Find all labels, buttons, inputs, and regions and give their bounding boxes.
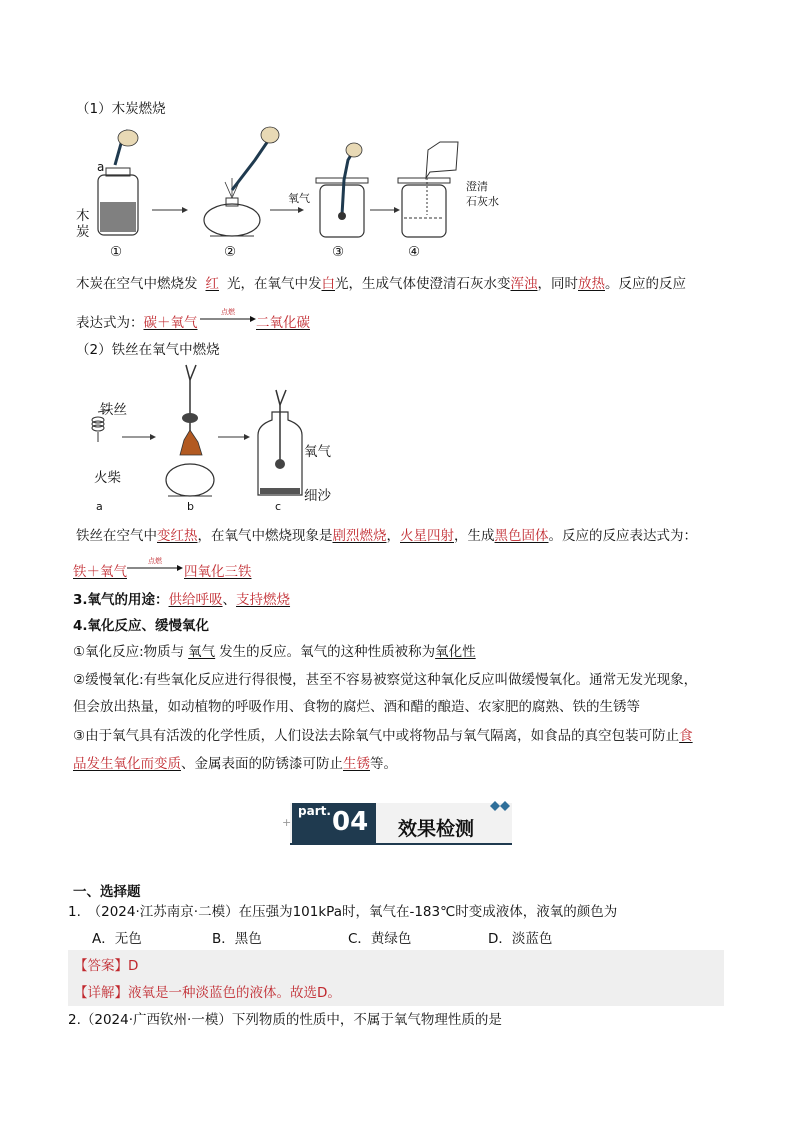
part-number: 04 bbox=[332, 807, 369, 837]
condition-ignite-1: 点燃 bbox=[221, 308, 235, 316]
label-n1: ① bbox=[110, 244, 123, 260]
oxidation-p2-line1: ②缓慢氧化:有些氧化反应进行得很慢，甚至不容易被察觉这种氧化反应叫做缓慢氧化。通常无发光现象， bbox=[73, 672, 698, 688]
label-sand: 细沙 bbox=[304, 488, 331, 504]
condition-ignite-2: 点燃 bbox=[148, 557, 162, 565]
reactants-iron: 铁＋氧气 bbox=[73, 564, 127, 580]
part-title: 效果检测 bbox=[398, 818, 475, 840]
label-n4: ④ bbox=[408, 244, 421, 260]
section1-heading: （1）木炭燃烧 bbox=[76, 101, 166, 117]
answer-oxygen: 氧气 bbox=[188, 644, 216, 660]
use-combustion: 支持燃烧 bbox=[236, 592, 291, 608]
iron-experiment-figure bbox=[80, 360, 340, 510]
label-tan: 炭 bbox=[76, 224, 90, 240]
answer-oxidizing: 氧化性 bbox=[435, 644, 476, 660]
bottle-1 bbox=[98, 130, 138, 235]
label-n2: ② bbox=[224, 244, 237, 260]
lamp-with-tongs bbox=[166, 365, 214, 496]
label-limewater-2: 石灰水 bbox=[466, 195, 499, 208]
bottle-4 bbox=[398, 142, 458, 237]
oxygen-uses: 3.氧气的用途：供给呼吸、支持燃烧 bbox=[73, 592, 291, 608]
part-label: part. bbox=[298, 804, 331, 818]
product-fe3o4: 四氧化三铁 bbox=[184, 564, 252, 580]
plus-mark-icon: + bbox=[282, 816, 292, 829]
label-oxygen: 氧气 bbox=[288, 192, 310, 205]
label-limewater-1: 澄清 bbox=[466, 180, 488, 193]
oxygen-jar bbox=[258, 390, 302, 495]
answer-sparks: 火星四射 bbox=[400, 528, 454, 544]
oxidation-p2-line2: 但会放出热量，如动植物的呼吸作用、食物的腐烂、酒和醋的酿造、农家肥的腐熟、铁的生锈等 bbox=[73, 699, 640, 715]
product-co2: 二氧化碳 bbox=[256, 315, 310, 331]
label-match: 火柴 bbox=[94, 470, 121, 486]
reaction-arrow-1 bbox=[200, 315, 256, 323]
oxidation-p3-line1: ③由于氧气具有活泼的化学性质，人们设法去除氧气中或将物品与氧气隔离，如食品的真空包装可防止食 bbox=[73, 728, 693, 744]
answer-red-light: 红 bbox=[205, 276, 219, 292]
answer-black-solid: 黑色固体 bbox=[494, 528, 549, 544]
answer-burn: 剧烈燃烧 bbox=[332, 528, 387, 544]
label-fig-c: c bbox=[275, 500, 282, 513]
bottle-3 bbox=[316, 143, 368, 237]
answer-white-light: 白 bbox=[321, 276, 335, 292]
q2-text: 2.（2024·广西钦州·一模）下列物质的性质中，不属于氧气物理性质的是 bbox=[68, 1012, 502, 1028]
reaction-arrow-2 bbox=[127, 564, 183, 572]
label-mu: 木 bbox=[76, 208, 90, 224]
label-iron-wire: 铁丝 bbox=[100, 402, 127, 418]
q1-option-a: A．无色 bbox=[92, 931, 142, 947]
section2-heading: （2）铁丝在氧气中燃烧 bbox=[76, 342, 220, 358]
quiz-section-title: 一、选择题 bbox=[73, 884, 141, 900]
reactants-carbon: 碳＋氧气 bbox=[143, 315, 198, 331]
q1-text: 1. （2024·江苏南京·二模）在压强为101kPa时，氧气在-183℃时变成液体，液氧的颜色为 bbox=[68, 904, 618, 920]
alcohol-lamp bbox=[204, 127, 279, 236]
q1-answer: 【答案】D bbox=[74, 958, 139, 974]
section2-line1: 铁丝在空气中变红热，在氧气中燃烧现象是剧烈燃烧，火星四射，生成黑色固体。反应的反应表达式为： bbox=[76, 528, 697, 544]
label-oxygen-2: 氧气 bbox=[304, 444, 331, 460]
q1-option-d: D．淡蓝色 bbox=[488, 931, 553, 947]
use-breathing: 供给呼吸 bbox=[168, 592, 223, 608]
part-banner bbox=[290, 803, 512, 845]
oxidation-p3-line2: 品发生氧化而变质、金属表面的防锈漆可防止生锈等。 bbox=[73, 756, 397, 772]
answer-red-hot: 变红热 bbox=[157, 528, 198, 544]
section1-line1: 木炭在空气中燃烧发 红 光，在氧气中发白光，生成气体使澄清石灰水变浑浊，同时放热。反应的反应 bbox=[76, 276, 686, 292]
oxidation-heading: 4.氧化反应、缓慢氧化 bbox=[73, 618, 210, 634]
label-a: a bbox=[97, 160, 105, 174]
oxidation-p1: ①氧化反应:物质与 氧气 发生的反应。氧气的这种性质被称为氧化性 bbox=[73, 644, 476, 660]
label-n3: ③ bbox=[332, 244, 345, 260]
q1-detail: 【详解】液氧是一种淡蓝色的液体。故选D。 bbox=[74, 985, 341, 1001]
section1-equation: 表达式为：碳＋氧气 bbox=[76, 315, 198, 331]
q1-option-b: B．黑色 bbox=[212, 931, 262, 947]
label-fig-a: a bbox=[96, 500, 103, 513]
q1-option-c: C．黄绿色 bbox=[348, 931, 412, 947]
answer-heat: 放热 bbox=[578, 276, 605, 292]
diamond-decoration-icon bbox=[490, 801, 512, 813]
label-fig-b: b bbox=[187, 500, 194, 513]
answer-turbid: 浑浊 bbox=[510, 276, 538, 292]
